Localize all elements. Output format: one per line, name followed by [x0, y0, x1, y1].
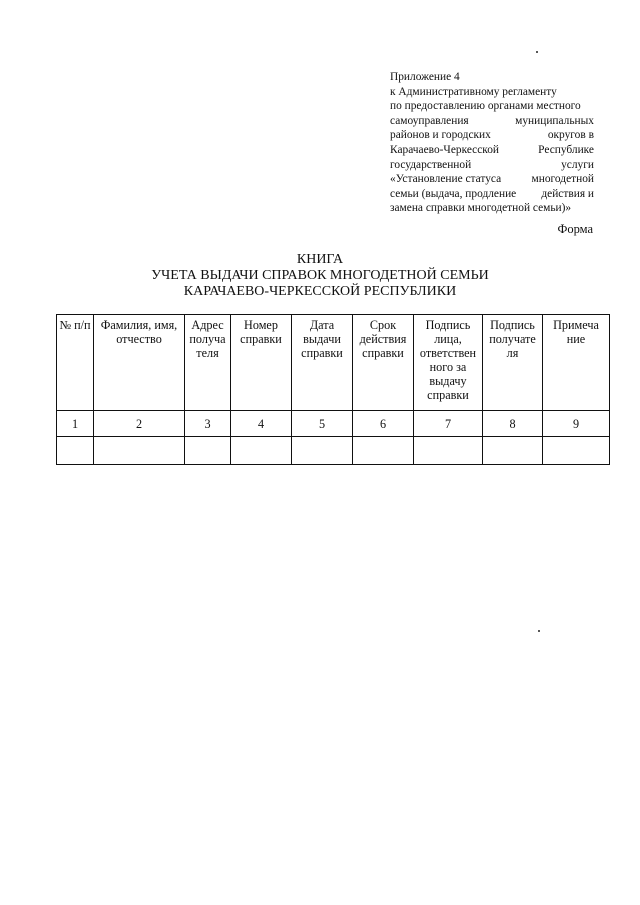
appendix-line-4: [390, 114, 594, 129]
appendix-word: Карачаево-Черкесской: [390, 143, 500, 156]
appendix-line-10: замена справки многодетной семьи)»: [390, 202, 572, 215]
header-number: № п/п: [57, 315, 94, 411]
header-recipient-signature: Подпись получате ля: [483, 315, 543, 411]
title-line-2: УЧЕТА ВЫДАЧИ СПРАВОК МНОГОДЕТНОЙ СЕМЬИ: [151, 268, 489, 283]
empty-cell: [57, 437, 94, 465]
title-line-1: КНИГА: [296, 252, 344, 267]
column-number: 4: [231, 411, 292, 437]
empty-entry-row: [57, 437, 610, 465]
column-number: 5: [292, 411, 353, 437]
header-validity-period: Срок действия справки: [353, 315, 414, 411]
appendix-line-6: [390, 143, 594, 158]
ledger-table: [56, 314, 610, 465]
appendix-line-8: [390, 172, 594, 187]
appendix-word: многодетной: [531, 173, 594, 186]
column-number: 7: [414, 411, 483, 437]
header-certificate-number: Номер справки: [231, 315, 292, 411]
empty-cell: [353, 437, 414, 465]
appendix-block: [390, 70, 594, 216]
appendix-line-1: Приложение 4: [390, 71, 460, 83]
column-number: 2: [94, 411, 185, 437]
appendix-word: округов в: [547, 129, 594, 142]
scan-speck: [538, 630, 540, 632]
appendix-word: государственной: [390, 158, 472, 171]
column-number-row: [57, 411, 610, 437]
empty-cell: [414, 437, 483, 465]
header-issue-date: Дата выдачи справки: [292, 315, 353, 411]
column-number: 6: [353, 411, 414, 437]
column-number: 9: [543, 411, 610, 437]
appendix-line-9: [390, 187, 594, 202]
appendix-word: муниципальных: [515, 114, 594, 127]
empty-cell: [543, 437, 610, 465]
appendix-word: самоуправления: [390, 114, 469, 127]
empty-cell: [231, 437, 292, 465]
scan-speck: [536, 51, 538, 53]
appendix-word: действия и: [541, 187, 594, 200]
empty-cell: [292, 437, 353, 465]
document-title: [0, 252, 640, 300]
empty-cell: [483, 437, 543, 465]
appendix-word: Республике: [538, 143, 594, 156]
appendix-word: районов и городских: [390, 129, 491, 142]
header-full-name: Фамилия, имя, отчество: [94, 315, 185, 411]
column-number: 1: [57, 411, 94, 437]
column-number: 8: [483, 411, 543, 437]
appendix-line-3: по предоставлению органами местного: [390, 100, 581, 113]
empty-cell: [185, 437, 231, 465]
header-recipient-address: Адрес получа теля: [185, 315, 231, 411]
appendix-word: «Установление статуса: [390, 173, 502, 186]
appendix-line-7: [390, 158, 594, 173]
appendix-line-2: к Административному регламенту: [390, 85, 557, 98]
appendix-word: семьи (выдача, продление: [390, 187, 517, 200]
title-line-3: КАРАЧАЕВО-ЧЕРКЕССКОЙ РЕСПУБЛИКИ: [183, 284, 457, 299]
column-number: 3: [185, 411, 231, 437]
appendix-word: услуги: [561, 158, 594, 171]
table-header-row: [57, 315, 610, 411]
form-label: Форма: [557, 222, 593, 236]
header-responsible-signature: Подпись лица, ответствен ного за выдачу справки: [414, 315, 483, 411]
appendix-line-5: [390, 128, 594, 143]
empty-cell: [94, 437, 185, 465]
header-note: Примеча ние: [543, 315, 610, 411]
